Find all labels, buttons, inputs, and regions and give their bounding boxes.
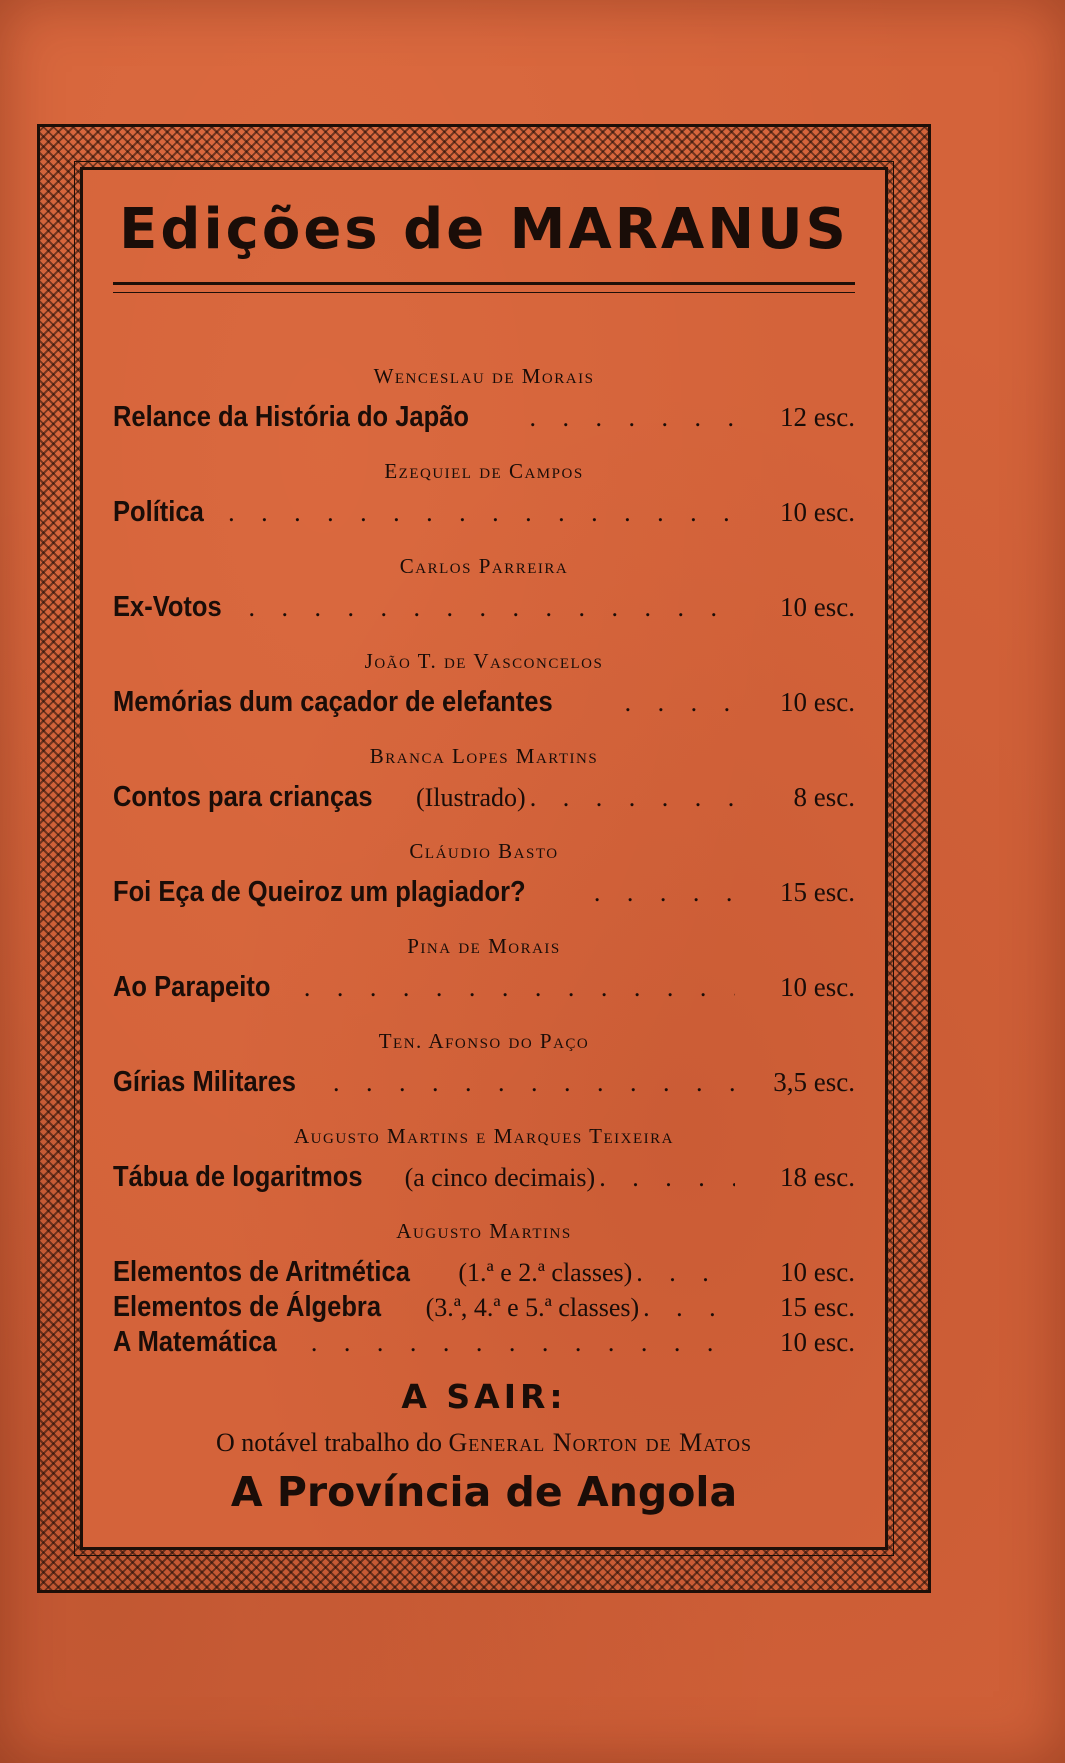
upcoming-notice [113,1430,855,1456]
book-subtitle: (Ilustrado) [415,783,526,812]
book-entry [113,686,855,720]
author-name: Ten. Afonso do Paço [378,1029,590,1053]
book-price: 15 esc. [780,877,855,907]
book-title: Política [113,496,204,528]
page-title: Edições de MARANUS [119,197,849,262]
dot-leader [228,498,735,528]
dot-leader [311,1328,735,1358]
dot-leader [599,1163,735,1193]
upcoming-heading: A SAIR: [401,1377,567,1416]
dot-leader [594,878,735,908]
book-title: Memórias dum caçador de elefantes [113,686,553,718]
dot-leader [249,593,735,623]
book-title: Elementos de Álgebra [113,1291,382,1323]
dot-leader [530,783,735,813]
book-subtitle: (3.ª, 4.ª e 5.ª classes) [425,1293,640,1322]
dot-leader [333,1068,735,1098]
author-name: João T. de Vasconcelos [364,649,604,673]
dot-leader [643,1293,735,1323]
ornamental-border [37,124,931,1593]
book-price: 8 esc. [793,782,855,812]
book-price: 10 esc. [780,687,855,717]
book-price: 10 esc. [780,497,855,527]
book-entry [113,1066,855,1100]
book-price: 18 esc. [780,1162,855,1192]
book-entry [113,1161,855,1195]
book-title: Ex-Votos [113,591,222,623]
book-entry [113,971,855,1005]
book-title: A Matemática [113,1326,277,1358]
book-price: 15 esc. [780,1292,855,1322]
dot-leader [530,403,735,433]
author-name: Augusto Martins [396,1219,572,1243]
book-subtitle: (1.ª e 2.ª classes) [458,1258,633,1287]
book-title: Foi Eça de Queiroz um plagiador? [113,876,526,908]
author-name: Branca Lopes Martins [369,744,599,768]
dot-leader [636,1258,735,1288]
upcoming-title: A Província de Angola [230,1468,738,1516]
author-name: Wenceslau de Morais [373,364,595,388]
book-price: 10 esc. [780,1257,855,1287]
book-title: Elementos de Aritmética [113,1256,410,1288]
book-entry [113,496,855,530]
book-entry [113,876,855,910]
book-title: Contos para crianças [113,781,373,813]
book-price: 3,5 esc. [773,1067,855,1097]
book-entry [113,401,855,435]
book-subtitle: (a cinco decimais) [404,1163,596,1192]
book-title: Relance da História do Japão [113,401,469,433]
book-title: Tábua de logaritmos [113,1161,363,1193]
author-name: Pina de Morais [407,934,561,958]
dot-leader [304,973,735,1003]
notice-prefix: O notável trabalho do [216,1428,443,1457]
book-entry [113,1256,855,1290]
book-price: 10 esc. [780,1327,855,1357]
book-entry [113,781,855,815]
book-entry [113,1326,855,1360]
author-name: Augusto Martins e Marques Teixeira [294,1124,674,1148]
author-name: Ezequiel de Campos [384,459,584,483]
dot-leader [625,688,735,718]
book-price: 10 esc. [780,592,855,622]
author-name: Carlos Parreira [399,554,569,578]
book-price: 10 esc. [780,972,855,1002]
book-title: Ao Parapeito [113,971,271,1003]
author-name: Cláudio Basto [409,839,559,863]
notice-author: General Norton de Matos [448,1428,752,1457]
book-title: Gírias Militares [113,1066,296,1098]
book-price: 12 esc. [780,402,855,432]
catalog-panel [80,167,888,1550]
book-entry [113,1291,855,1325]
title-rule [113,282,855,293]
book-entry [113,591,855,625]
